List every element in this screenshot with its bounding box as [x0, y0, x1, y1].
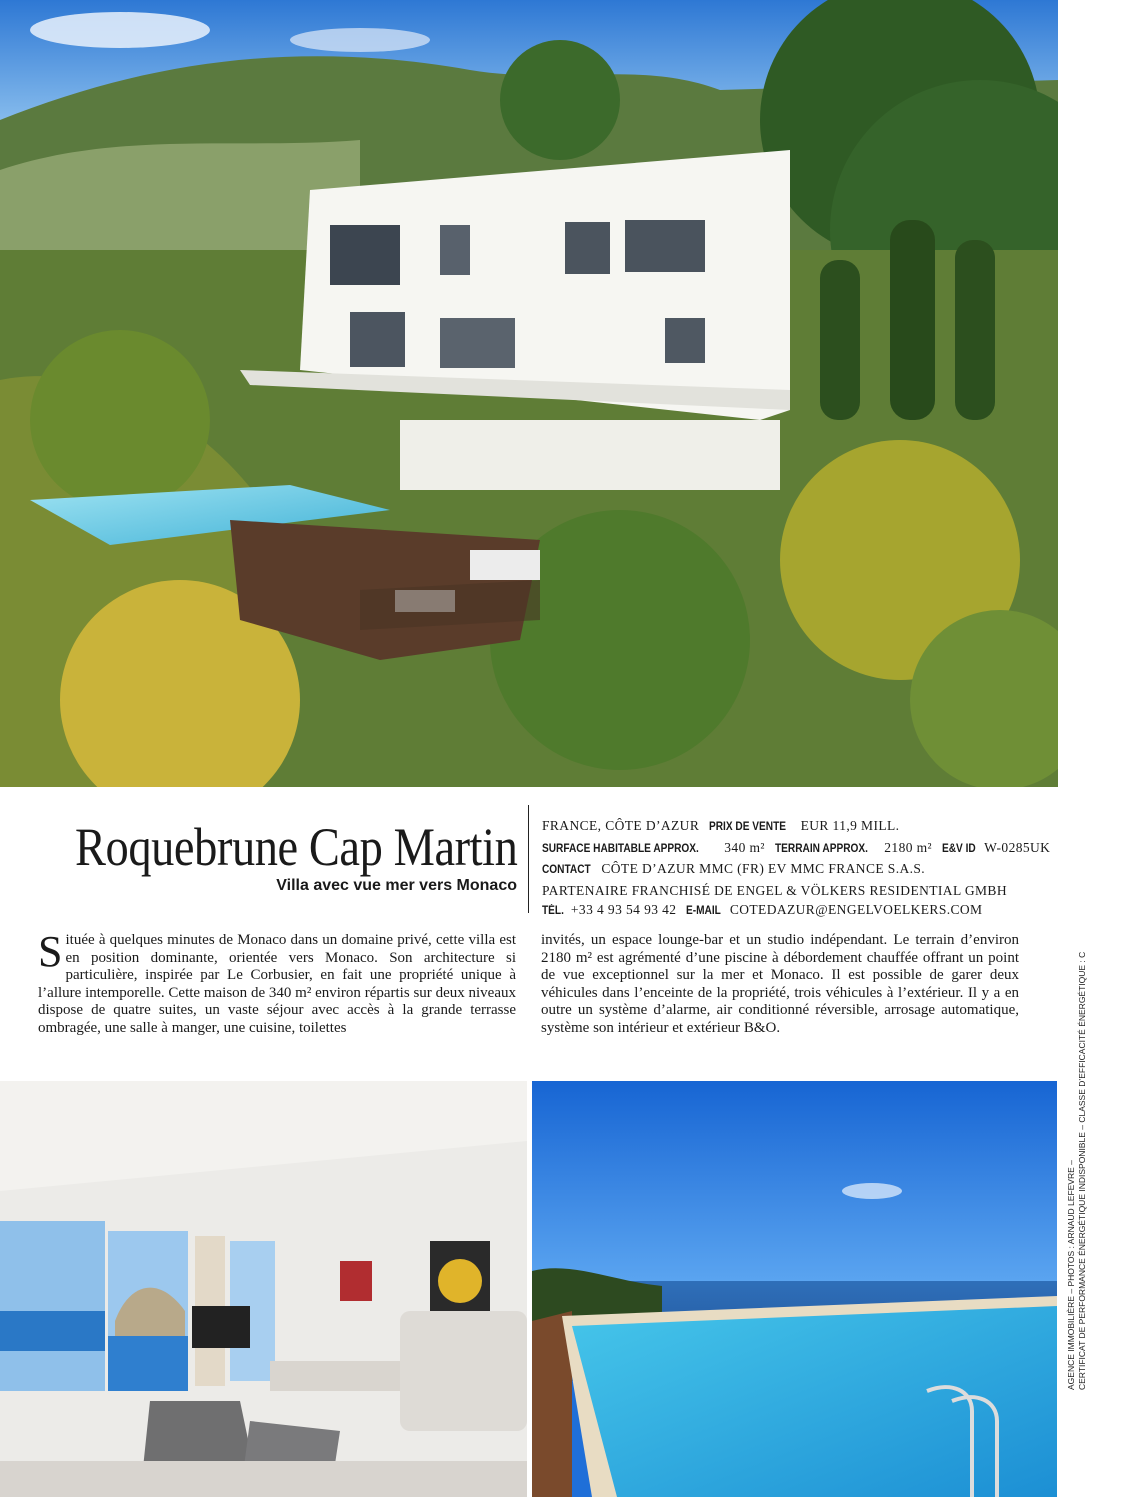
hero-villa-photo: [0, 0, 1058, 787]
listing-title: Roquebrune Cap Martin: [74, 817, 517, 877]
facts-row-contact: [542, 859, 1050, 881]
listing-headline: [3, 818, 517, 896]
contact-label: CONTACT: [542, 864, 591, 876]
surface-value: 340 m²: [724, 839, 765, 855]
id-label: E&V ID: [941, 842, 976, 855]
listing-facts: [542, 816, 1050, 922]
infinity-pool-image: [532, 1081, 1057, 1497]
living-room-image: [0, 1081, 527, 1497]
location-value: FRANCE, CÔTE D’AZUR: [542, 818, 700, 833]
partner-text: PARTENAIRE FRANCHISÉ DE ENGEL & VÖLKERS RESIDENTIAL GMBH: [542, 882, 1007, 898]
villa-aerial-image: [0, 0, 1058, 787]
price-value: EUR 11,9 MILL.: [800, 818, 900, 833]
id-value: W-0285UK: [984, 839, 1051, 855]
facts-row-phone-email: [542, 900, 1050, 922]
body-text-1: ituée à quelques minutes de Monaco dans un domaine privé, cette villa est en position dominante, orientée vers Monaco. Son architecture si particulière, inspirée par Le Corbusier, en fait une propriété unique à l’allure intemporelle. Cette maison de 340 m² environ répartis sur deux niveaux dispose de quatre suites, un vaste séjour avec accès à la grande terrasse ombragée, une salle à manger, une cuisine, toilettes: [38, 932, 516, 1036]
listing-subtitle: Villa avec vue mer vers Monaco: [276, 877, 517, 894]
body-text-2: invités, un espace lounge-bar et un studio indépendant. Le terrain d’environ 2180 m² est agrémenté d’une piscine à débordement chauffée offrant un point de vue exceptionnel sur la mer et Monaco. Il est possible de garer deux véhicules dans l’enceinte de la propriété, trois véhicules à l’extérieur. Il y a en outre un système d’alarme, air conditionné réversible, arrosage automatique, système son intérieur et extérieur B&O.: [541, 932, 1019, 1036]
body-column-2: [541, 932, 1019, 1037]
living-room-photo: [0, 1081, 527, 1497]
facts-row-partner: [542, 881, 1050, 901]
surface-label: SURFACE HABITABLE APPROX.: [542, 842, 699, 855]
credit-line-1: AGENCE IMMOBILIÈRE – PHOTOS : ARNAUD LEFEVRE –: [1066, 1160, 1076, 1390]
terrain-value: 2180 m²: [884, 839, 932, 855]
email-value[interactable]: COTEDAZUR@ENGELVOELKERS.COM: [729, 902, 983, 917]
credit-line-2: CERTIFICAT DE PERFORMANCE ÉNERGÉTIQUE INDISPONIBLE – CLASSE D’EFFICACITÉ ÉNERGÉTIQUE : C: [1077, 951, 1087, 1390]
tel-value[interactable]: +33 4 93 54 93 42: [570, 902, 677, 917]
facts-row-location: [542, 816, 1050, 838]
contact-value: CÔTE D’AZUR MMC (FR) EV MMC FRANCE S.A.S.: [601, 861, 926, 876]
body-column-1: [38, 927, 516, 1037]
photo-credit: [1066, 951, 1088, 1390]
headline-divider: [528, 805, 529, 913]
terrain-label: TERRAIN APPROX.: [774, 842, 868, 855]
pool-photo: [532, 1081, 1057, 1497]
email-label: E-MAIL: [686, 905, 722, 917]
facts-row-surface: [542, 838, 1050, 860]
price-label: PRIX DE VENTE: [709, 821, 787, 833]
dropcap-letter: S: [38, 927, 63, 976]
tel-label: TÉL.: [542, 905, 564, 917]
